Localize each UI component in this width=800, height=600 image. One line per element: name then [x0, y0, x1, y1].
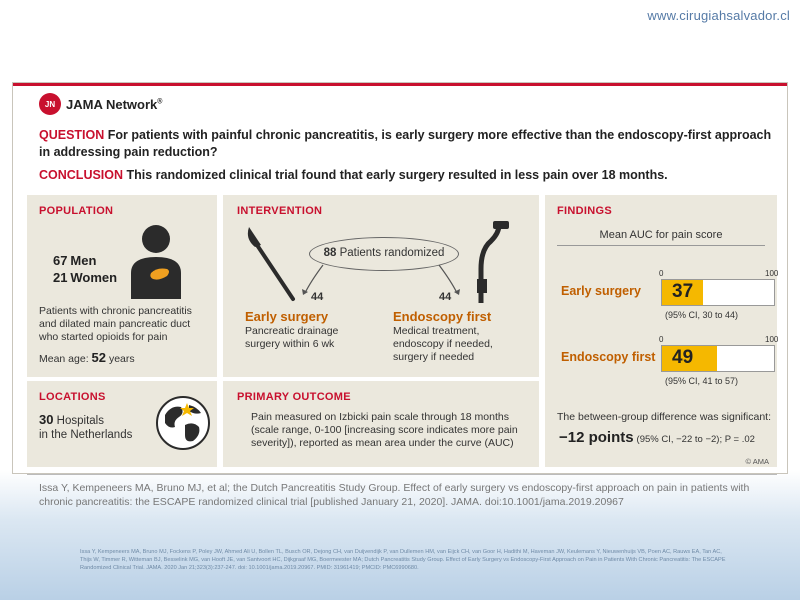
citation: Issa Y, Kempeneers MA, Bruno MJ, et al; the Dutch Pancreatitis Study Group. Effect of early surgery vs endoscopy-first approach on pain in patients with chronic pancreatitis: the ESCAPE randomized clinical trial [published January 21, 2020]. JAMA. doi:10.1001/jama.2019.20967: [39, 482, 750, 508]
randomized-label: Patients randomized: [339, 247, 445, 259]
copyright: © AMA: [745, 457, 769, 466]
person-icon: [123, 221, 189, 299]
tick-label-0: 0: [659, 335, 664, 344]
primary-outcome-title: PRIMARY OUTCOME: [237, 391, 351, 403]
findings-panel: [545, 195, 777, 467]
conclusion-text: This randomized clinical trial found that early surgery resulted in less pain over 18 months.: [126, 168, 668, 182]
bar-value-label: 37: [672, 281, 694, 302]
subtitle-rule: [557, 245, 765, 246]
arm2-desc-line1: Medical treatment,: [393, 325, 480, 337]
jama-logo-mark-icon: JN: [39, 93, 61, 115]
category-label: Endoscopy first: [561, 350, 656, 364]
card-divider: [27, 474, 777, 475]
tick-label-100: 100: [765, 269, 779, 278]
population-title: POPULATION: [39, 205, 114, 217]
mean-age-unit: years: [108, 353, 135, 365]
ci-label: (95% CI, 41 to 57): [665, 376, 739, 386]
question-conclusion: [39, 127, 774, 184]
bar-value-label: 49: [672, 347, 694, 368]
primary-outcome-panel: [223, 381, 539, 467]
mean-age-value: 52: [91, 350, 107, 365]
locations-panel: [27, 381, 217, 467]
arm1-desc-line2: surgery within 6 wk: [245, 338, 335, 350]
arm2-desc-line3: surgery if needed: [393, 351, 475, 363]
difference-value: −12 points: [559, 429, 634, 446]
arm2-name: Endoscopy first: [393, 309, 492, 324]
mean-age-label: Mean age:: [39, 353, 89, 365]
locations-line1: Hospitals: [56, 415, 104, 427]
bar-track: [661, 279, 775, 306]
arm2-desc-line2: endoscopy if needed,: [393, 338, 493, 350]
conclusion-label: CONCLUSION: [39, 168, 124, 182]
site-url[interactable]: www.cirugiahsalvador.cl: [647, 8, 790, 23]
bar-track: [661, 345, 775, 372]
population-description: Patients with chronic pancreatitis and dilated main pancreatic duct who started opioids for pain: [39, 305, 192, 343]
men-count: 67: [53, 253, 68, 268]
difference-detail: (95% CI, −22 to −2); P = .02: [636, 434, 755, 445]
locations-line2: in the Netherlands: [39, 429, 133, 441]
logo-text: JAMA Network: [66, 96, 158, 112]
randomized-count: 88: [323, 247, 337, 259]
ci-label: (95% CI, 30 to 44): [665, 310, 739, 320]
arm1-desc-line1: Pancreatic drainage: [245, 325, 339, 337]
intervention-panel: [223, 195, 539, 377]
findings-title: FINDINGS: [557, 205, 612, 217]
bottom-reference: Issa Y, Kempeneers MA, Bruno MJ, Fockens P, Poley JW, Ahmed Ali U, Bollen TL, Busch OR, Dejong CH, van Duijvendijk P, van Dullemen HM, van Eijck CH, van Goor H, Hadithi M, Haveman JW, Keulemans Y, Nieuwenhuijs VB, Poen AC, Rauws EA, Tan AC, Thijs W, Timmer R, Witteman BJ, Besselink MG, van Hooft JE, van Santvoort HC, Dijkgraaf MG, Boermeester MA; Dutch Pancreatitis Study Group. Effect of Early Surgery vs Endoscopy-First Approach on Pain in Patients With Chronic Pancreatitis: The ESCAPE Randomized Clinical Trial. JAMA. 2020 Jan 21;323(3):237-247. doi: 10.1001/jama.2019.20967. PMID: 31961419; PMCID: PMC6990680.: [80, 549, 726, 571]
question-label: QUESTION: [39, 128, 105, 142]
findings-subtitle: Mean AUC for pain score: [599, 229, 723, 241]
arm2-count: 44: [439, 291, 452, 303]
population-panel: [27, 195, 217, 377]
arm1-name: Early surgery: [245, 309, 329, 324]
jama-network-logo: [39, 93, 162, 115]
locations-title: LOCATIONS: [39, 391, 106, 403]
tick-label-0: 0: [659, 269, 664, 278]
tick-label-100: 100: [765, 335, 779, 344]
women-label: Women: [70, 270, 118, 285]
primary-outcome-text: Pain measured on Izbicki pain scale through 18 months (scale range, 0-100 [increasing score indicates more pain severity]), reported as mean area under the curve (AUC): [251, 411, 518, 449]
globe-icon: [155, 395, 211, 451]
women-count: 21: [53, 270, 68, 285]
men-label: Men: [70, 253, 97, 268]
arm1-count: 44: [311, 291, 324, 303]
card-top-rule: [13, 83, 787, 86]
question-text: For patients with painful chronic pancreatitis, is early surgery more effective than the endoscopy-first approach in addressing pain reduction?: [39, 128, 772, 159]
significance-text: The between-group difference was significant:: [557, 411, 772, 423]
intervention-title: INTERVENTION: [237, 205, 323, 217]
hospital-count: 30: [39, 412, 54, 427]
visual-abstract-card: [12, 82, 788, 508]
category-label: Early surgery: [561, 284, 641, 298]
logo-trademark: ®: [157, 98, 163, 106]
